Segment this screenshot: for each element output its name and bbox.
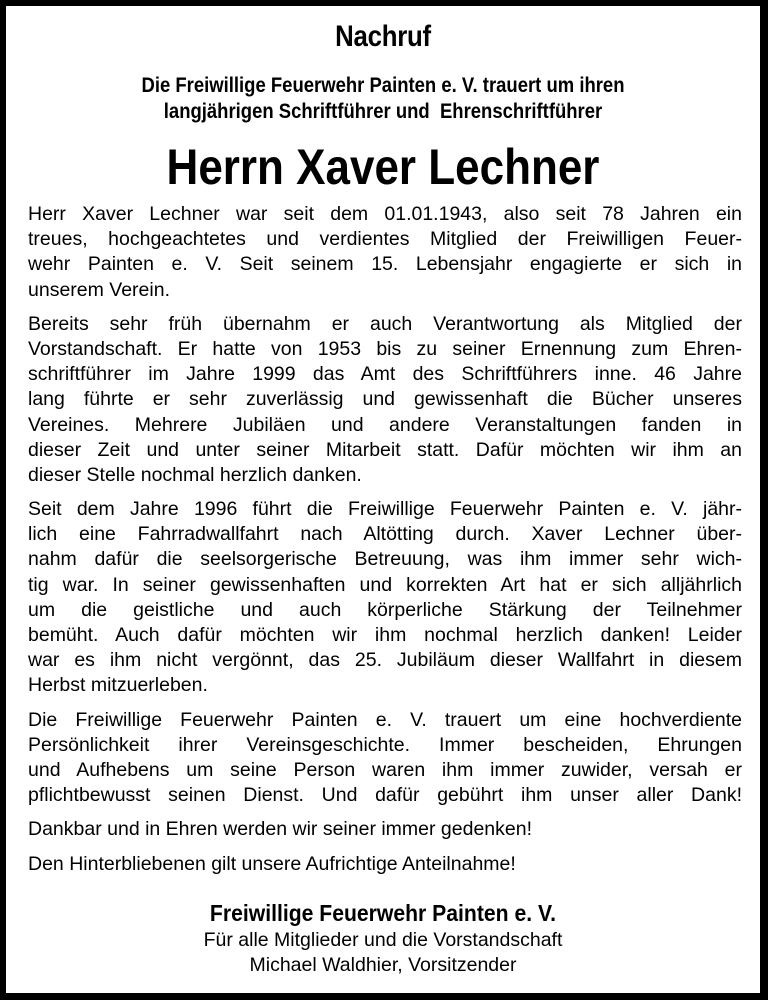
- text-line: unserem Verein.: [28, 278, 170, 301]
- text-line: wehr Painten e. V. Seit seinem 15. Lebensjahr engagierte er sich in: [28, 253, 742, 276]
- obituary-notice: [6, 6, 760, 993]
- text-line: Dankbar und in Ehren werden wir seiner immer gedenken!: [28, 818, 533, 841]
- notice-heading: Nachruf: [335, 20, 431, 53]
- subtitle-line: langjährigen Schriftführer und Ehrenschriftführer: [163, 100, 603, 123]
- text-line: dieser Stelle nochmal herzlich danken.: [28, 463, 362, 486]
- text-line: und Aufhebens um seine Person waren ihm immer zuwider, versah er: [28, 758, 742, 781]
- text-line: Vorstandschaft. Er hatte von 1953 bis zu seiner Ernennung zum Ehren-: [28, 337, 742, 360]
- paragraph: [28, 312, 742, 488]
- text-line: war es ihm nicht vergönnt, das 25. Jubiläum dieser Wallfahrt in diesem: [28, 649, 742, 672]
- notice-subtitle: [51, 73, 715, 125]
- paragraph: [28, 817, 742, 842]
- text-line: treues, hochgeachtetes und verdientes Mitglied der Freiwilligen Feuer-: [28, 228, 742, 251]
- text-line: bemüht. Auch dafür möchten wir ihm nochmal herzlich danken! Leider: [28, 624, 742, 646]
- text-line: Seit dem Jahre 1996 führt die Freiwillige Feuerwehr Painten e. V. jähr-: [28, 498, 742, 521]
- text-line: lich eine Fahrradwallfahrt nach Altötting durch. Xaver Lechner über-: [28, 523, 742, 546]
- text-line: nahm dafür die seelsorgerische Betreuung, was ihm immer sehr wich-: [28, 548, 742, 571]
- text-line: Bereits sehr früh übernahm er auch Verantwortung als Mitglied der: [28, 312, 742, 335]
- obituary-body: [28, 202, 742, 886]
- text-line: Die Freiwillige Feuerwehr Painten e. V. trauert um eine hochverdiente: [28, 708, 742, 731]
- text-line: pflichtbewusst seinen Dienst. Und dafür gebührt ihm unser aller Dank!: [28, 784, 742, 807]
- text-line: dieser Zeit und unter seiner Mitarbeit statt. Dafür möchten wir ihm an: [28, 438, 742, 461]
- text-line: um die geistliche und auch körperliche Stärkung der Teilnehmer: [28, 598, 742, 621]
- signoff-signatory: Michael Waldhier, Vorsitzender: [249, 954, 517, 976]
- subtitle-line: Die Freiwillige Feuerwehr Painten e. V. trauert um ihren: [141, 74, 625, 97]
- paragraph: [28, 852, 742, 877]
- text-line: Persönlichkeit ihrer Vereinsgeschichte. Immer bescheiden, Ehrungen: [28, 733, 742, 756]
- text-line: lang führte er sehr zuverlässig und gewissenhaft die Bücher unseres: [28, 388, 742, 411]
- signoff-organization: Freiwillige Feuerwehr Painten e. V.: [209, 900, 557, 926]
- paragraph: [28, 708, 742, 809]
- text-line: tig war. In seiner gewissenhaften und korrekten Art hat er sich alljährlich: [28, 573, 742, 596]
- signoff: [6, 898, 760, 978]
- text-line: schriftführer im Jahre 1999 das Amt des Schriftführers inne. 46 Jahre: [28, 363, 742, 386]
- text-line: Den Hinterbliebenen gilt unsere Aufrichtige Anteilnahme!: [28, 852, 516, 875]
- text-line: Herbst mitzuerleben.: [28, 674, 208, 697]
- signoff-line: Für alle Mitglieder und die Vorstandschaft: [203, 929, 563, 951]
- text-line: Herr Xaver Lechner war seit dem 01.01.1943, also seit 78 Jahren ein: [28, 203, 742, 225]
- paragraph: [28, 202, 742, 303]
- deceased-name: Herrn Xaver Lechner: [166, 139, 600, 195]
- text-line: Vereines. Mehrere Jubiläen und andere Veranstaltungen fanden in: [28, 413, 742, 436]
- paragraph: [28, 497, 742, 699]
